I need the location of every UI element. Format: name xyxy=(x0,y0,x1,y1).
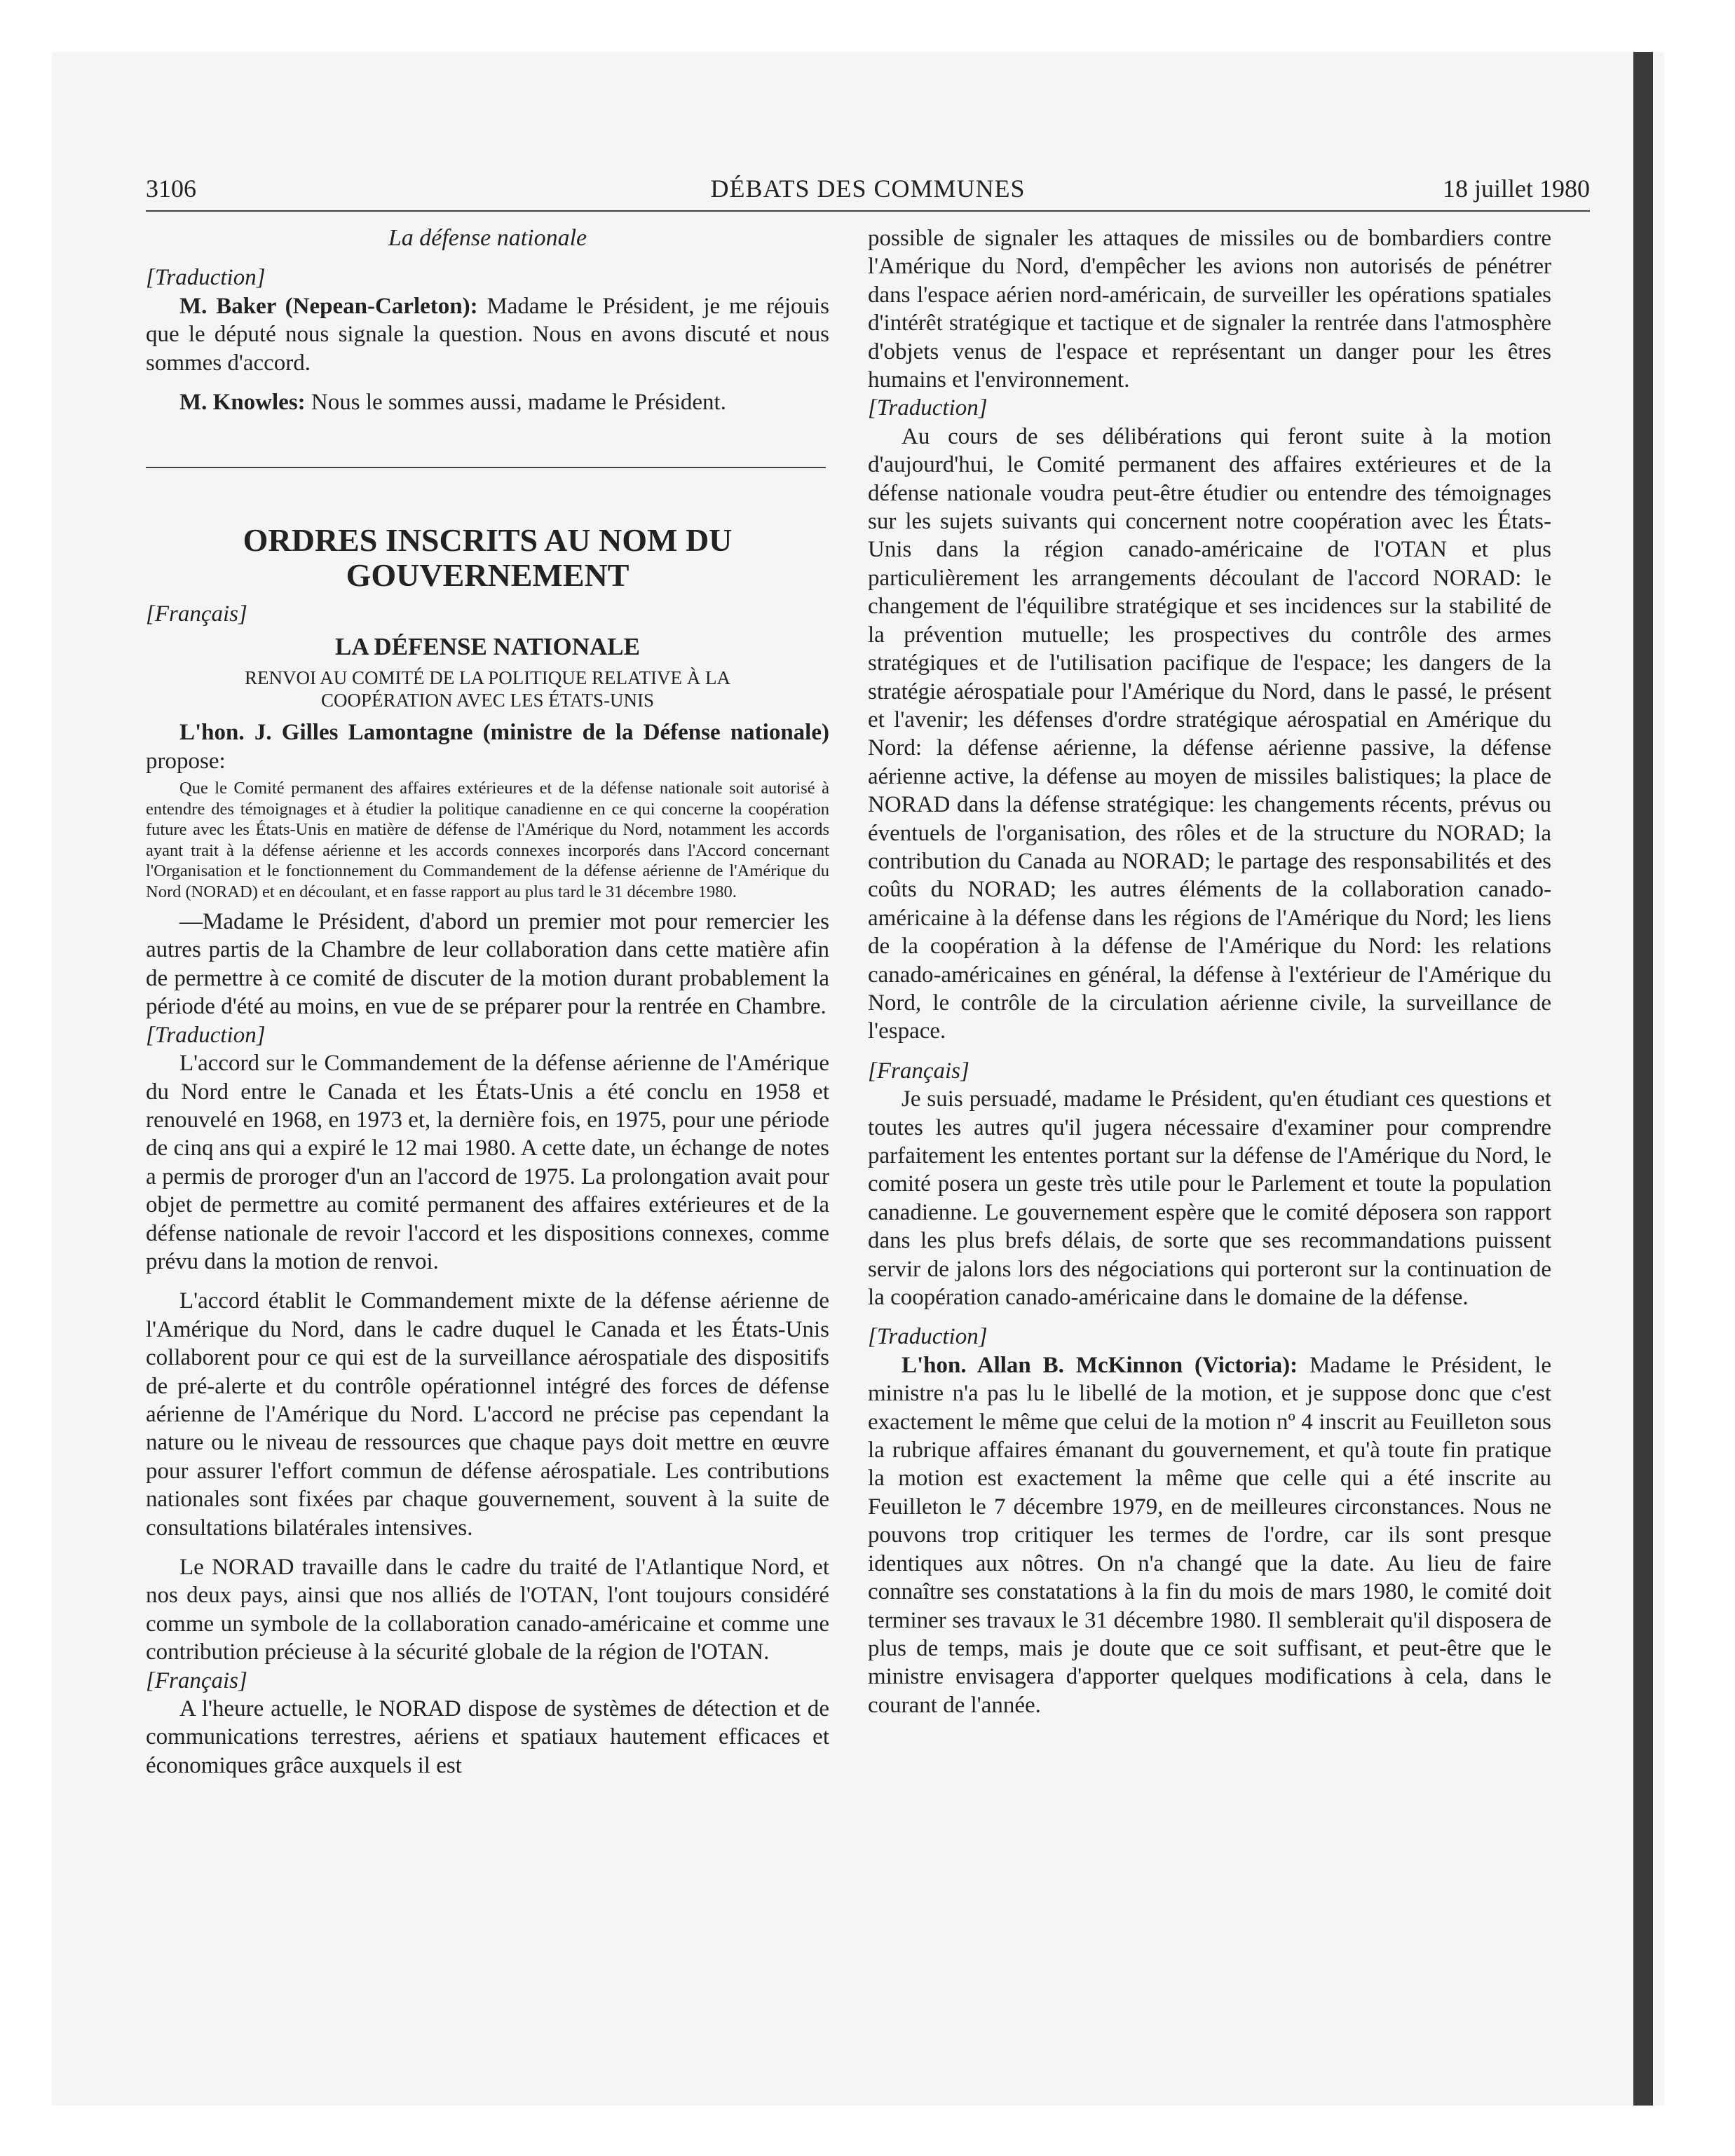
language-tag: [Traduction] xyxy=(868,395,988,421)
paragraph: L'accord établit le Commandement mixte de la défense aérienne de l'Amérique du Nord, dans le cadre duquel le Canada et les États-Unis collaborent pour ce qui est de la surveillance aérospatiale des dispositifs de pré-alerte et du contrôle opérationnel intégré des forces de défense aérienne de l'Amérique du Nord. L'accord ne précise pas cependant la nature ou le niveau de ressources que chaque pays doit mettre en œuvre pour assurer l'effort commun de défense aérospatiale. Les contributions nationales sont fixées par chaque gouvernement, souvent à la suite de consultations bilatérales intensives. xyxy=(146,1288,829,1541)
speaker-name: M. Knowles: xyxy=(179,390,306,416)
language-tag: [Traduction] xyxy=(146,265,266,291)
document xyxy=(146,0,1590,2156)
paragraph: —Madame le Président, d'abord un premier mot pour remercier les autres partis de la Chambre de leur collaboration dans cette matière afin de permettre à ce comité de discuter de la motion durant probablement la période d'été au moins, en vue de se préparer pour la rentrée en Chambre. xyxy=(146,909,829,1020)
language-tag: [Traduction] xyxy=(146,1022,266,1048)
speaker-name: M. Baker (Nepean-Carleton): xyxy=(179,293,478,319)
paragraph: possible de signaler les attaques de missiles ou de bombardiers contre l'Amérique du Nord, d'empêcher les avions non autorisés de pénétrer dans l'espace aérien nord-américain, de surveiller les opérations spatiales d'intérêt stratégique et tactique et de signaler la rentrée dans l'atmosphère d'objets venus de l'espace et représentant un danger pour les êtres humains et l'environnement. xyxy=(868,226,1551,393)
speech-text: Madame le Président, je me réjouis que le député nous signale la question. Nous en avons discuté et nous sommes d'accord. xyxy=(146,293,829,376)
speaker-name: L'hon. J. Gilles Lamontagne (ministre de la Défense nationale) xyxy=(179,720,829,746)
speech-text: Nous le sommes aussi, madame le Président. xyxy=(305,390,726,416)
speaker-name: L'hon. Allan B. McKinnon (Victoria): xyxy=(901,1352,1298,1378)
speech-knowles xyxy=(146,388,829,416)
paragraph: Je suis persuadé, madame le Président, qu'en étudiant ces questions et toutes les autres qu'il jugera nécessaire d'examiner pour comprendre parfaitement les ententes portant sur la défense de l'Amérique du Nord, le comité posera un geste très utile pour le Parlement et toute la population canadienne. Le gouvernement espère que le comité déposera son rapport dans les plus brefs délais, de sorte que ses recommandations puissent servir de jalons lors des négociations qui porteront sur la continuation de la coopération canado-américaine dans le domaine de la défense. xyxy=(868,1086,1551,1311)
speech-baker xyxy=(146,292,829,377)
language-tag: [Français] xyxy=(868,1058,969,1084)
right-column xyxy=(868,224,1551,1719)
language-tag: [Français] xyxy=(146,601,247,627)
speech-lamontagne xyxy=(146,718,829,775)
speech-text: Madame le Président, le ministre n'a pas lu le libellé de la motion, et je suppose donc que c'est exactement le même que celui de la motion nº 4 inscrit au Feuilleton sous la rubrique affaires émanant du gouvernement, et qu'à toute fin pratique la motion est exactement la même que celle qui a été inscrite au Feuilleton le 7 décembre 1979, en de meilleures circonstances. Nous ne pouvons trop critiquer les termes de l'ordre, car ils sont presque identiques aux nôtres. On n'a changé que la date. Au lieu de faire connaître ses constatations à la fin du mois de mars 1980, le comité doit terminer ses travaux le 31 décembre 1980. Il semblerait qu'il disposera de plus de temps, mais je doute que ce soit suffisant, et peut-être que le ministre envisagera d'apporter quelques modifications à cela, dans le courant de l'année. xyxy=(868,1352,1551,1718)
scan-edge-bar xyxy=(1633,52,1653,2106)
referral-heading xyxy=(146,667,829,711)
paragraph: A l'heure actuelle, le NORAD dispose de systèmes de détection et de communications terrestres, aériens et spatiaux hautement efficaces et économiques grâce auxquels il est xyxy=(146,1696,829,1778)
speech-mckinnon xyxy=(868,1351,1551,1719)
language-tag: [Traduction] xyxy=(868,1324,988,1350)
section-divider xyxy=(146,467,826,468)
left-column xyxy=(146,224,829,1780)
language-tag: [Français] xyxy=(146,1667,247,1693)
paragraph: Le NORAD travaille dans le cadre du traité de l'Atlantique Nord, et nos deux pays, ainsi que nos alliés de l'OTAN, l'ont toujours considéré comme un symbole de la collaboration canado-américaine et comme une contribution précieuse à la sécurité globale de la région de l'OTAN. xyxy=(146,1555,829,1665)
orders-heading: ORDRES INSCRITS AU NOM DU GOUVERNEMENT xyxy=(243,522,733,594)
defense-heading: LA DÉFENSE NATIONALE xyxy=(334,632,640,660)
page-header xyxy=(146,174,1590,212)
paragraph: Au cours de ses délibérations qui feront suite à la motion d'aujourd'hui, le Comité permanent des affaires extérieures et de la défense nationale voudra peut-être étudier ou entendre des témoignages sur les sujets suivants qui concernent notre coopération avec les États-Unis dans la région canado-américaine de l'OTAN et plus particulièrement les arrangements découlant de l'accord NORAD: le changement de l'équilibre stratégique et ses incidences sur la stabilité de la prévention mutuelle; les prospectives du contrôle des armes stratégiques et de l'utilisation pacifique de l'espace; les dangers de la stratégie aérospatiale pour l'Amérique du Nord, dans le passé, le présent et l'avenir; les défenses d'ordre stratégique aérospatial en Amérique du Nord: la défense aérienne, la défense aérienne passive, la défense aérienne active, la défense au moyen de missiles balistiques; la place de NORAD dans la défense stratégique: les changements récents, prévus ou éventuels de l'organisation, des rôles et de la structure du NORAD; la contribution du Canada au NORAD; le partage des responsabilités et des coûts du NORAD; les autres éléments de la collaboration canado-américaine à la défense dans les régions de l'Amérique du Nord; les liens de la coopération à la défense de l'Amérique du Nord: les relations canado-américaines en général, la défense à l'extérieur de l'Amérique du Nord, le contrôle de la circulation aérienne civile, la surveillance de l'espace. xyxy=(868,423,1551,1044)
publication-title: DÉBATS DES COMMUNES xyxy=(710,175,1026,203)
paragraph: L'accord sur le Commandement de la défense aérienne de l'Amérique du Nord entre le Canada et les États-Unis a été conclu en 1958 et renouvelé en 1968, en 1973 et, la dernière fois, en 1975, pour une période de cinq ans qui a expiré le 12 mai 1980. A cette date, un échange de notes a permis de proroger d'un an l'accord de 1975. La prolongation avait pour objet de permettre au comité permanent des affaires extérieures et de la défense nationale de revoir l'accord et les dispositions connexes, comme prévu dans la motion de renvoi. xyxy=(146,1051,829,1274)
section-title: La défense nationale xyxy=(388,225,587,251)
referral-heading-line: RENVOI AU COMITÉ DE LA POLITIQUE RELATIVE À LA xyxy=(245,667,730,689)
speech-text: propose: xyxy=(146,748,226,774)
motion-text: Que le Comité permanent des affaires extérieures et de la défense nationale soit autorisé à entendre des témoignages et à étudier la politique canadienne en ce qui concerne la coopération future avec les États-Unis en matière de défense de l'Amérique du Nord, notamment les accords ayant trait à la défense aérienne et les accords connexes incorporés dans l'Accord concernant l'Organisation et le fonctionnement du Commandement de la défense aérienne de l'Amérique du Nord (NORAD) et en découlant, et en fasse rapport au plus tard le 31 décembre 1980. xyxy=(146,779,829,901)
issue-date: 18 juillet 1980 xyxy=(1443,175,1590,203)
referral-heading-line: COOPÉRATION AVEC LES ÉTATS-UNIS xyxy=(320,690,655,711)
page-number: 3106 xyxy=(146,175,196,203)
